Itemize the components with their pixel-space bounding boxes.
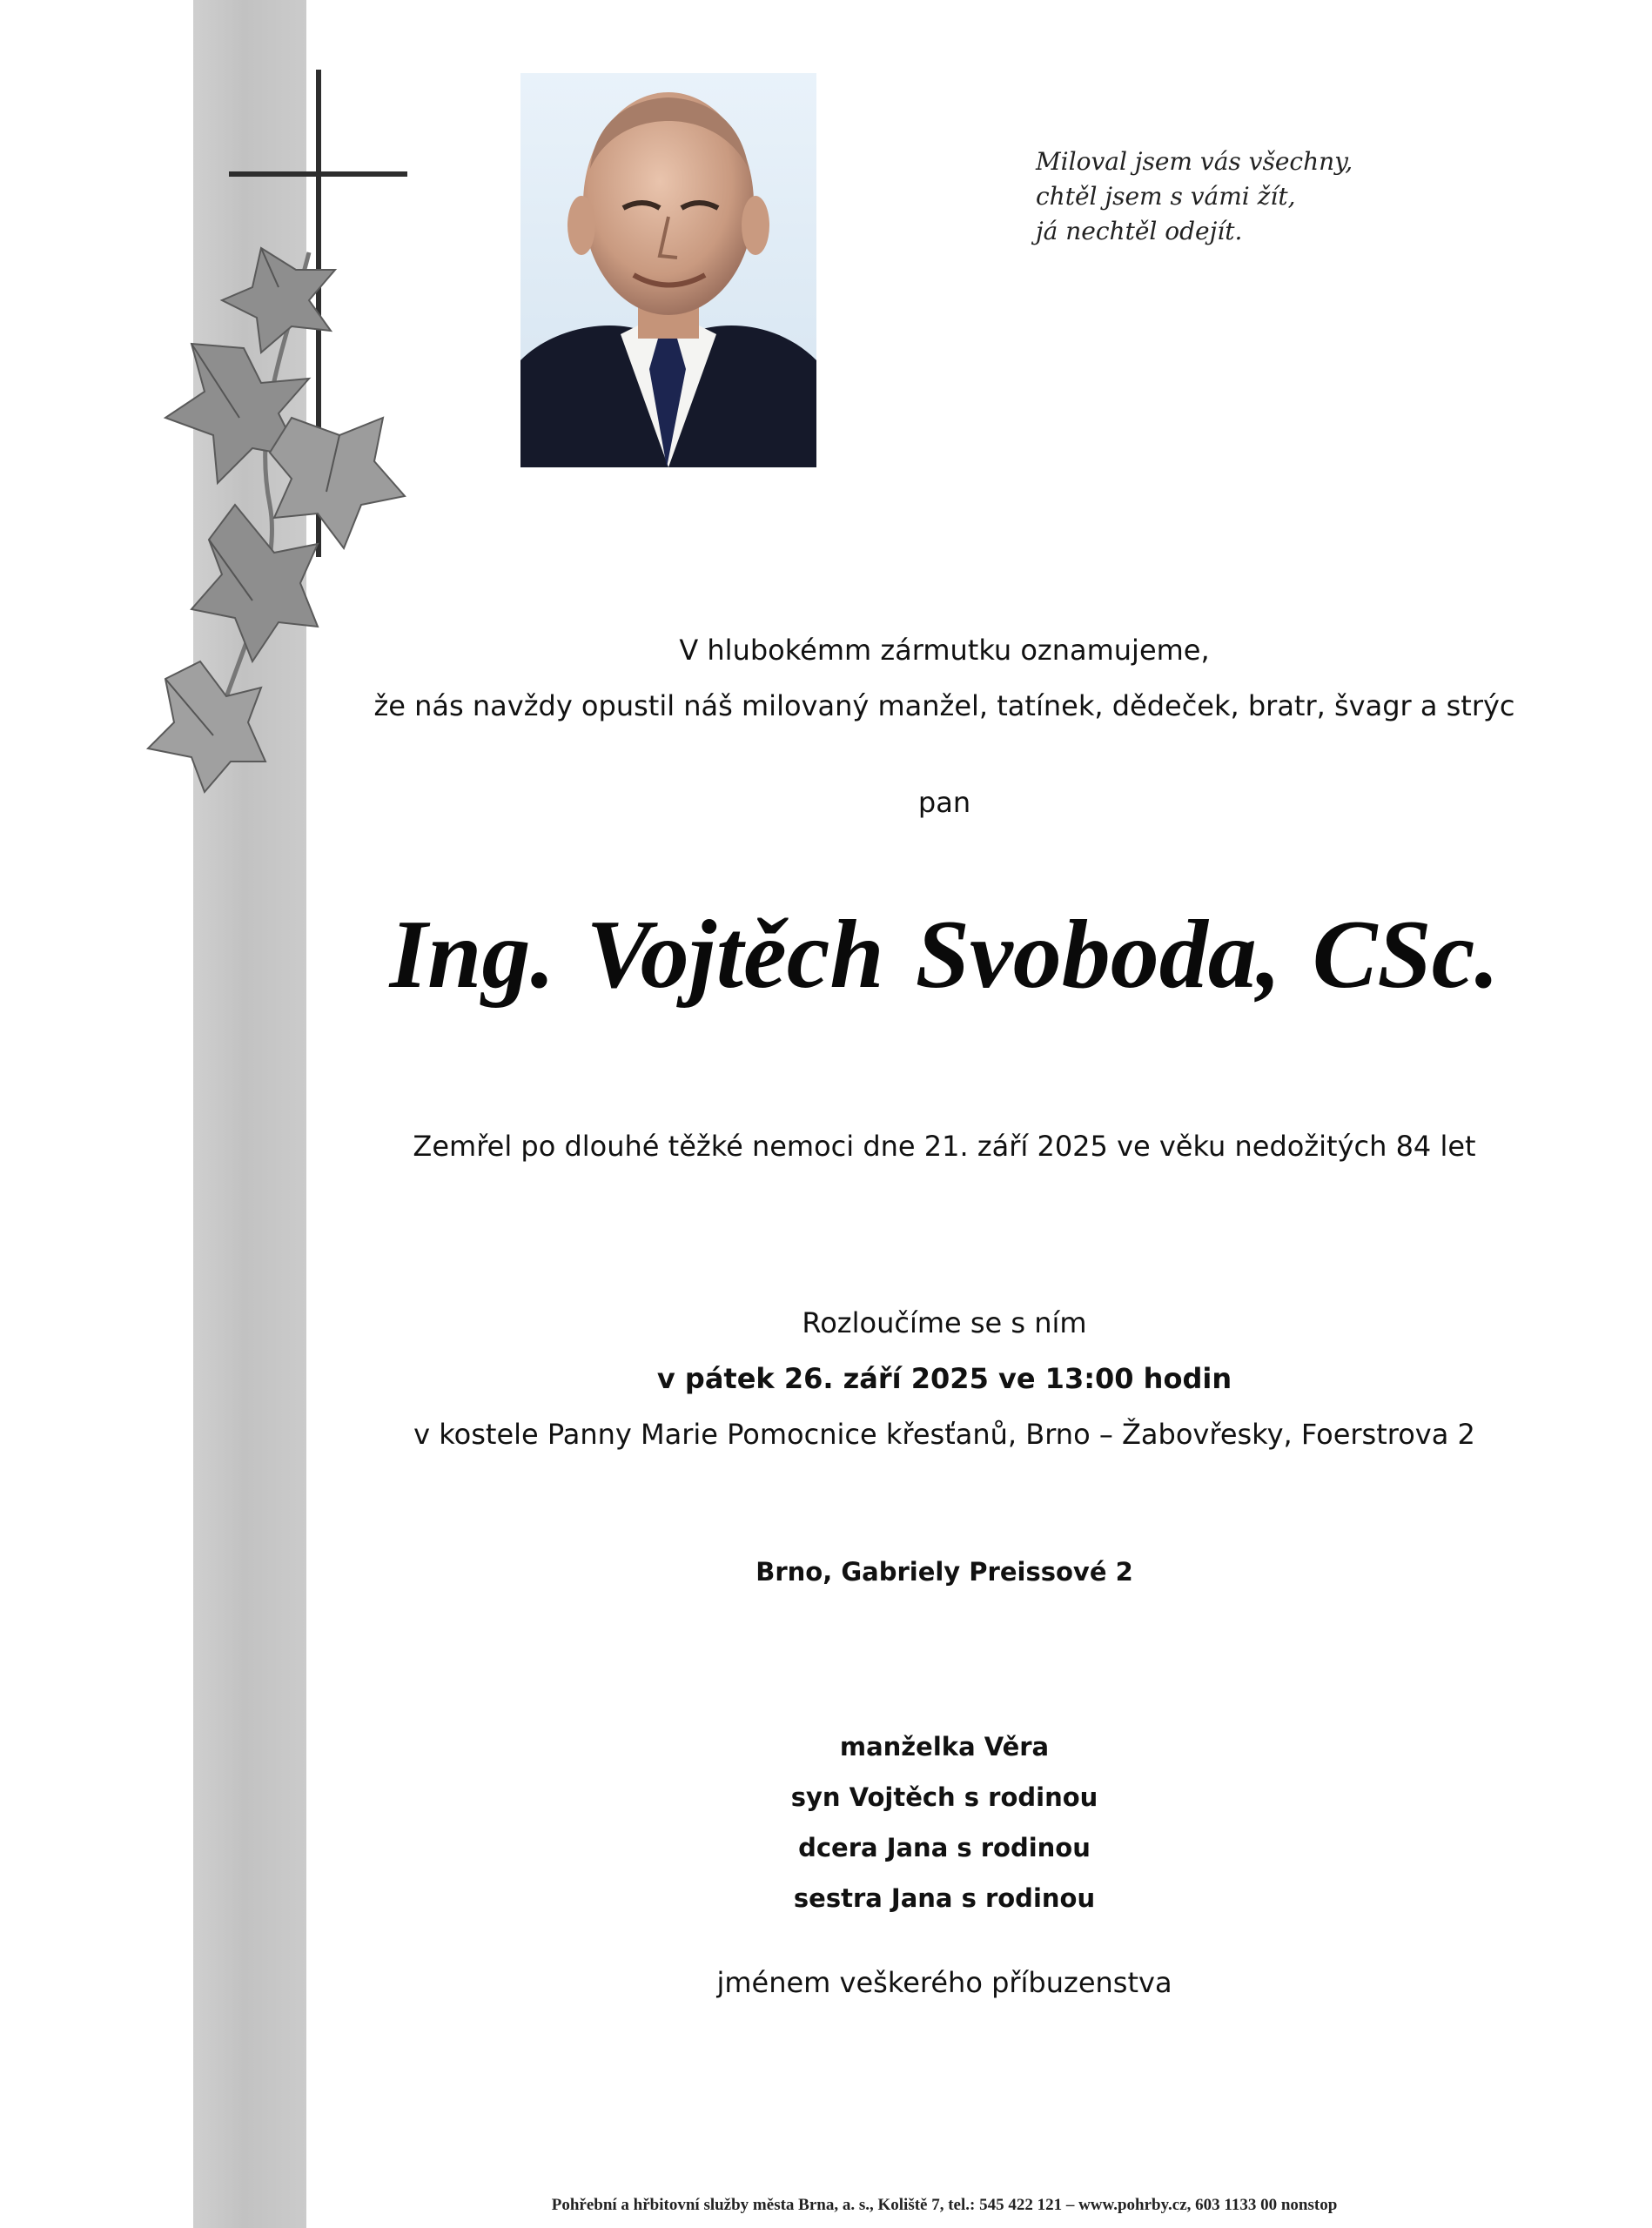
quote-line: Miloval jsem vás všechny,	[1036, 147, 1353, 176]
mourner-item: syn Vojtěch s rodinou	[790, 1782, 1098, 1812]
intro-line: V hlubokémm zármutku oznamujeme,	[679, 634, 1210, 667]
farewell-location: v kostele Panny Marie Pomocnice křesťanů, Brno – Žabovřesky, Foerstrova 2	[413, 1418, 1475, 1451]
death-notice: Zemřel po dlouhé těžké nemoci dne 21. září 2025 ve věku nedožitých 84 let	[413, 1130, 1476, 1163]
farewell-details	[366, 1295, 1523, 1462]
family-address: Brno, Gabriely Preissové 2	[755, 1557, 1133, 1587]
farewell-line: Rozloučíme se s ním	[802, 1306, 1087, 1339]
mourner-item: sestra Jana s rodinou	[793, 1883, 1096, 1913]
farewell-date-time: v pátek 26. září 2025 ve 13:00 hodin	[656, 1362, 1232, 1395]
announcement-intro	[366, 622, 1523, 734]
salutation: pan	[917, 786, 971, 819]
deceased-name: Ing. Vojtěch Svoboda, CSc.	[389, 901, 1500, 1009]
deceased-portrait-photo	[520, 73, 816, 467]
intro-line: že nás navždy opustil náš milovaný manžel, tatínek, dědeček, bratr, švagr a strýc	[373, 689, 1515, 722]
mourners-list	[366, 1721, 1523, 1923]
memorial-quote	[1036, 144, 1353, 249]
mourner-item: dcera Jana s rodinou	[798, 1833, 1091, 1862]
funeral-service-footer: Pohřební a hřbitovní služby města Brna, a. s., Koliště 7, tel.: 545 422 121 – www.pohrby.cz, 603 1133 00 nonstop	[551, 2196, 1338, 2214]
quote-line: chtěl jsem s vámi žít,	[1036, 182, 1296, 211]
quote-line: já nechtěl odejít.	[1036, 217, 1243, 245]
relatives-line: jménem veškerého příbuzenstva	[716, 1966, 1172, 1999]
mourner-item: manželka Věra	[839, 1732, 1050, 1762]
